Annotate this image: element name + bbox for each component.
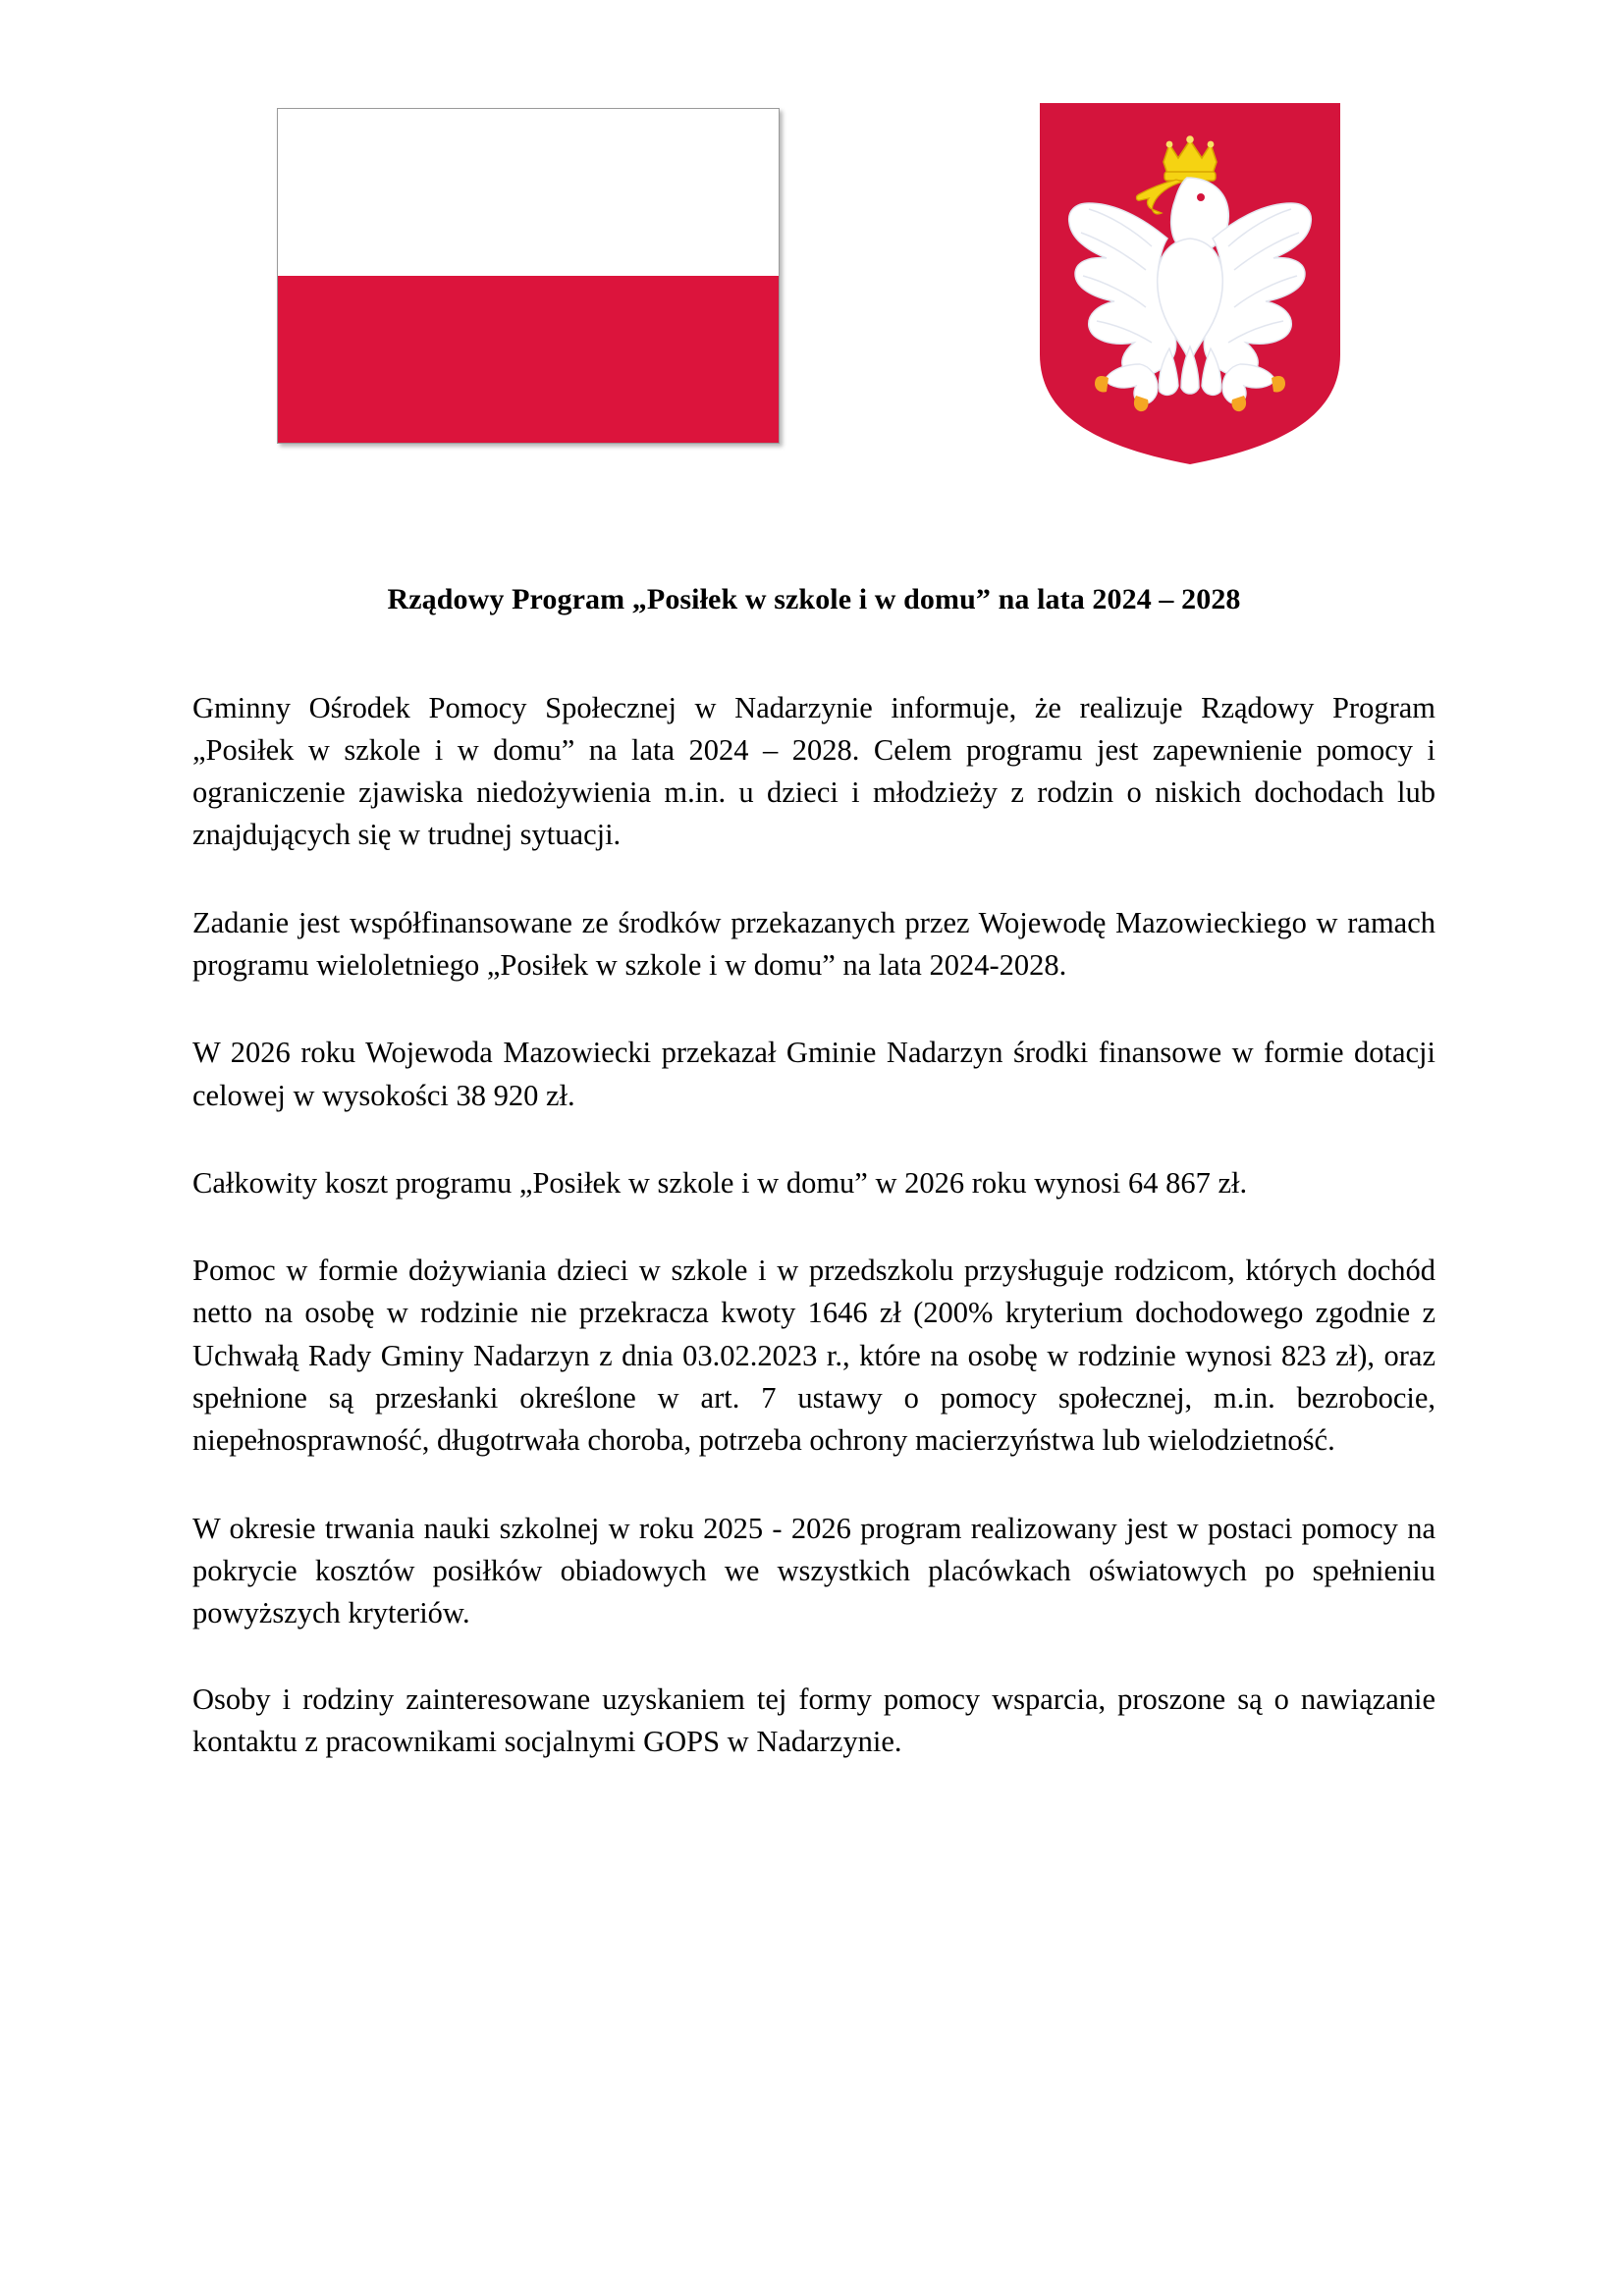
paragraph-cofinancing: Zadanie jest współfinansowane ze środków przekazanych przez Wojewodę Mazowieckiego w ramach programu wieloletniego „Posiłek w szkole i w domu” na lata 2024-2028. [192, 905, 1435, 982]
paragraph-spacer [192, 857, 1435, 902]
flag-red-stripe [278, 276, 779, 443]
paragraph-spacer [192, 987, 1435, 1032]
paragraph-spacer [192, 1635, 1435, 1679]
crown-icon [1164, 135, 1217, 181]
paragraph-total-cost: Całkowity koszt programu „Posiłek w szkole i w domu” w 2026 roku wynosi 64 867 zł. [192, 1165, 1248, 1200]
flag-of-poland-image [277, 108, 780, 444]
coat-of-arms-of-poland-image [1038, 101, 1342, 466]
title-spacer [192, 618, 1435, 687]
paragraph-spacer [192, 1117, 1435, 1162]
header-emblems [0, 0, 1624, 510]
paragraph-grant-amount: W 2026 roku Wojewoda Mazowiecki przekazał Gminie Nadarzyn środki finansowe w formie dotacji celowej w wysokości 38 920 zł. [192, 1036, 1435, 1112]
paragraph-intro: Gminny Ośrodek Pomocy Społecznej w Nadarzynie informuje, że realizuje Rządowy Program „Posiłek w szkole i w domu” na lata 2024 – 2028. Celem programu jest zapewnienie pomocy i ograniczenie zjawiska niedożywienia m.in. u dzieci i młodzieży z rodzin o niskich dochodach lub znajdujących się w trudnej sytuacji. [192, 690, 1435, 852]
paragraph-school-year: W okresie trwania nauki szkolnej w roku 2025 - 2026 program realizowany jest w postaci pomocy na pokrycie kosztów posiłków obiadowych we wszystkich placówkach oświatowych po spełnieniu powyższych kryteriów. [192, 1511, 1435, 1630]
paragraph-spacer [192, 1463, 1435, 1508]
flag-white-stripe [278, 109, 779, 276]
page-title: Rządowy Program „Posiłek w szkole i w domu” na lata 2024 – 2028 [387, 583, 1241, 615]
paragraph-eligibility: Pomoc w formie dożywiania dzieci w szkole i w przedszkolu przysługuje rodzicom, których dochód netto na osobę w rodzinie nie przekracza kwoty 1646 zł (200% kryterium dochodowego zgodnie z Uchwałą Rady Gminy Nadarzyn z dnia 03.02.2023 r., które na osobę w rodzinie wynosi 823 zł), oraz spełnione są przesłanki określone w art. 7 ustawy o pomocy społecznej, m.in. bezrobocie, niepełnosprawność, długotrwała choroba, potrzeba ochrony macierzyństwa lub wielodzietność. [192, 1254, 1435, 1458]
paragraph-contact: Osoby i rodziny zainteresowane uzyskaniem tej formy pomocy wsparcia, proszone są o nawiązanie kontaktu z pracownikami socjalnymi GOPS w Nadarzynie. [192, 1682, 1435, 1758]
document-body [192, 581, 1435, 1763]
paragraph-spacer [192, 1204, 1435, 1250]
